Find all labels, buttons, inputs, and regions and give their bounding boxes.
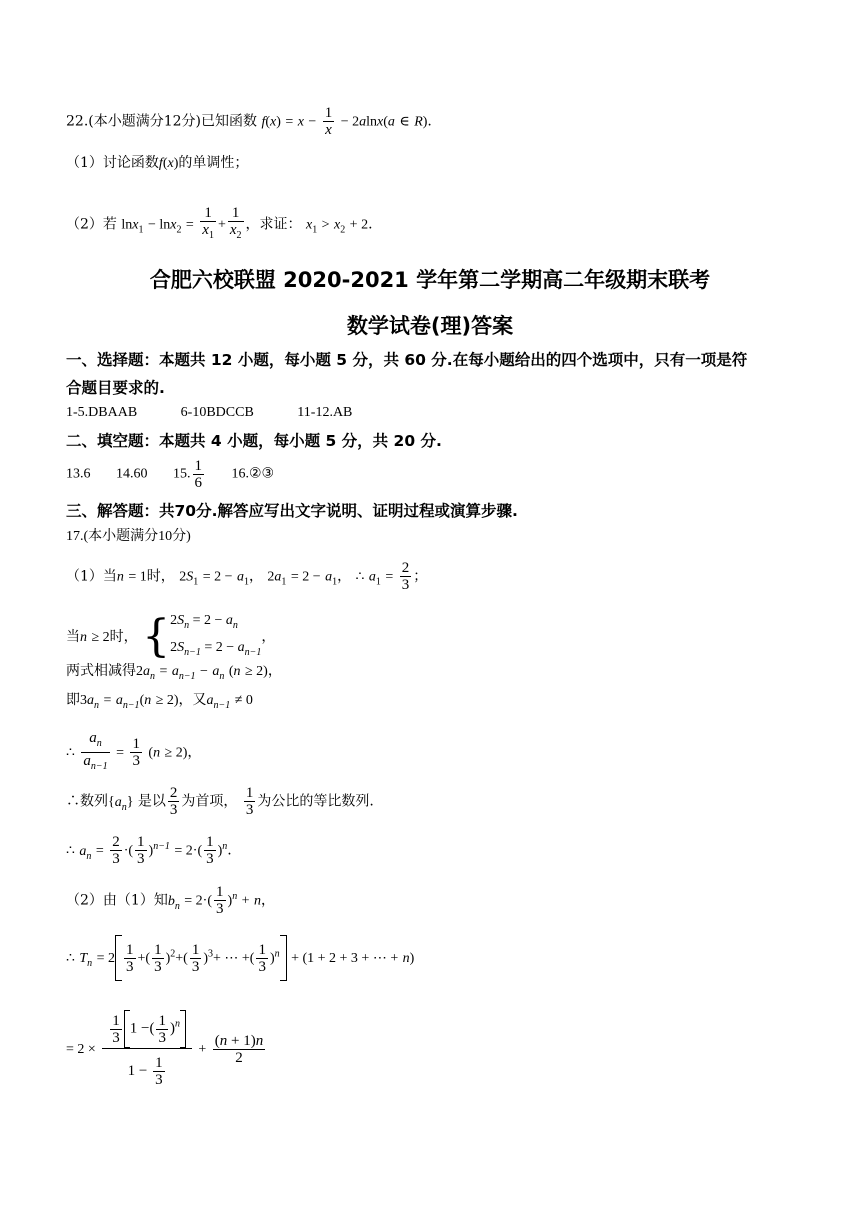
page-title: 合肥六校联盟 2020-2021 学年第二学期高二年级期末联考 [149,268,711,292]
q17-part2-line2: ∴ $T_n = 2$ $\frac{1}{3}$ +( $\frac{1}{3}$ )$^2$+( $\frac{1}{3}$ )$^3$+ ⋯ +( $\frac{1}{3}$ )$^n$ + (1 + 2 + 3 + ⋯ + n) [66,935,414,981]
section1-heading-line1: 一、选择题：本题共 12 小题，每小题 5 分，共 60 分.在每小题给出的四个选项中，只有一项是符 [66,351,748,369]
answer-15-fraction: $\frac{1}{6}$ [194,458,202,491]
q17-label: 17.(本小题满分10分) [66,529,191,544]
q22-part1: （1）讨论函数f(x)的单调性； [66,155,249,171]
q17-line4: 即$3a_n = a_{n-1}(n \ge 2)$，又$a_{n-1} \ne 0$ [66,692,253,711]
page-subtitle: 数学试卷(理)答案 [346,314,514,338]
q17-line5: ∴ $\frac{a_n}{a_{n-1}}$ = $\frac{1}{3}$ (n ≥ 2)， [66,730,202,772]
q17-line7: ∴ $a_n$ = $\frac{2}{3}$ ·( $\frac{1}{3}$ )$^{n-1}$ = 2·( $\frac{1}{3}$ )$^n$. [66,834,232,867]
q17-line3: 两式相减得$2a_n = a_{n-1} - a_n$ (n ≥ 2)， [66,663,282,682]
q22-label: 22.(本小题满分12分)已知函数 [66,113,258,130]
section3-heading: 三、解答题：共70分.解答应写出文字说明、证明过程或演算步骤. [66,502,518,520]
q17-line6: ∴数列$\{a_n\}$ 是以 $\frac{2}{3}$ 为首项， $\frac{1}{3}$ 为公比的等比数列. [66,785,374,818]
q17-part2-line3: = 2 × $\frac{1}{3}$ 1 −( $\frac{1}{3}$ )$^n$ 1 − $\frac{1}{3}$ + $\frac{(n + 1)n}{2}$ [66,1010,267,1088]
q22-function: f [261,114,266,130]
q22-statement: 22.(本小题满分12分)已知函数 f(x) = x − $\frac{1}{x}$ − 2alnx(a ∈ R). [66,105,432,138]
section1-heading-line2: 合题目要求的. [66,379,165,397]
q17-line2: 当n ≥ 2时， { $2S_n = 2 - a_n$ $2S_{n-1} = 2 - a_{n-1}$ ， [66,610,276,662]
fraction-1-over-x: $\frac{1}{x}$ [324,105,333,138]
section1-answers: 1-5.DBAAB 6-10BDCCB 11-12.AB [66,405,353,420]
q22-part2: （2）若 lnx$_1$ − lnx$_2$ = $\frac{1}{x_1}$ + $\frac{1}{x_2}$ ，求证： $x_1 > x_2 + 2$. [66,205,373,241]
section2-heading: 二、填空题：本题共 4 小题，每小题 5 分，共 20 分. [66,432,442,450]
q17-line1: （1）当n = 1时， $2S_1 = 2 - a_1$， $2a_1 = 2 - a_1$， ∴ $a_1$ = $\frac{2}{3}$ ； [66,560,428,593]
q17-part2-line1: （2）由（1）知$b_n = 2\cdot$( $\frac{1}{3}$ )$^n$ + n， [66,884,275,917]
section2-answers: 13.6 14.60 15. $\frac{1}{6}$ 16.②③ [66,458,275,491]
